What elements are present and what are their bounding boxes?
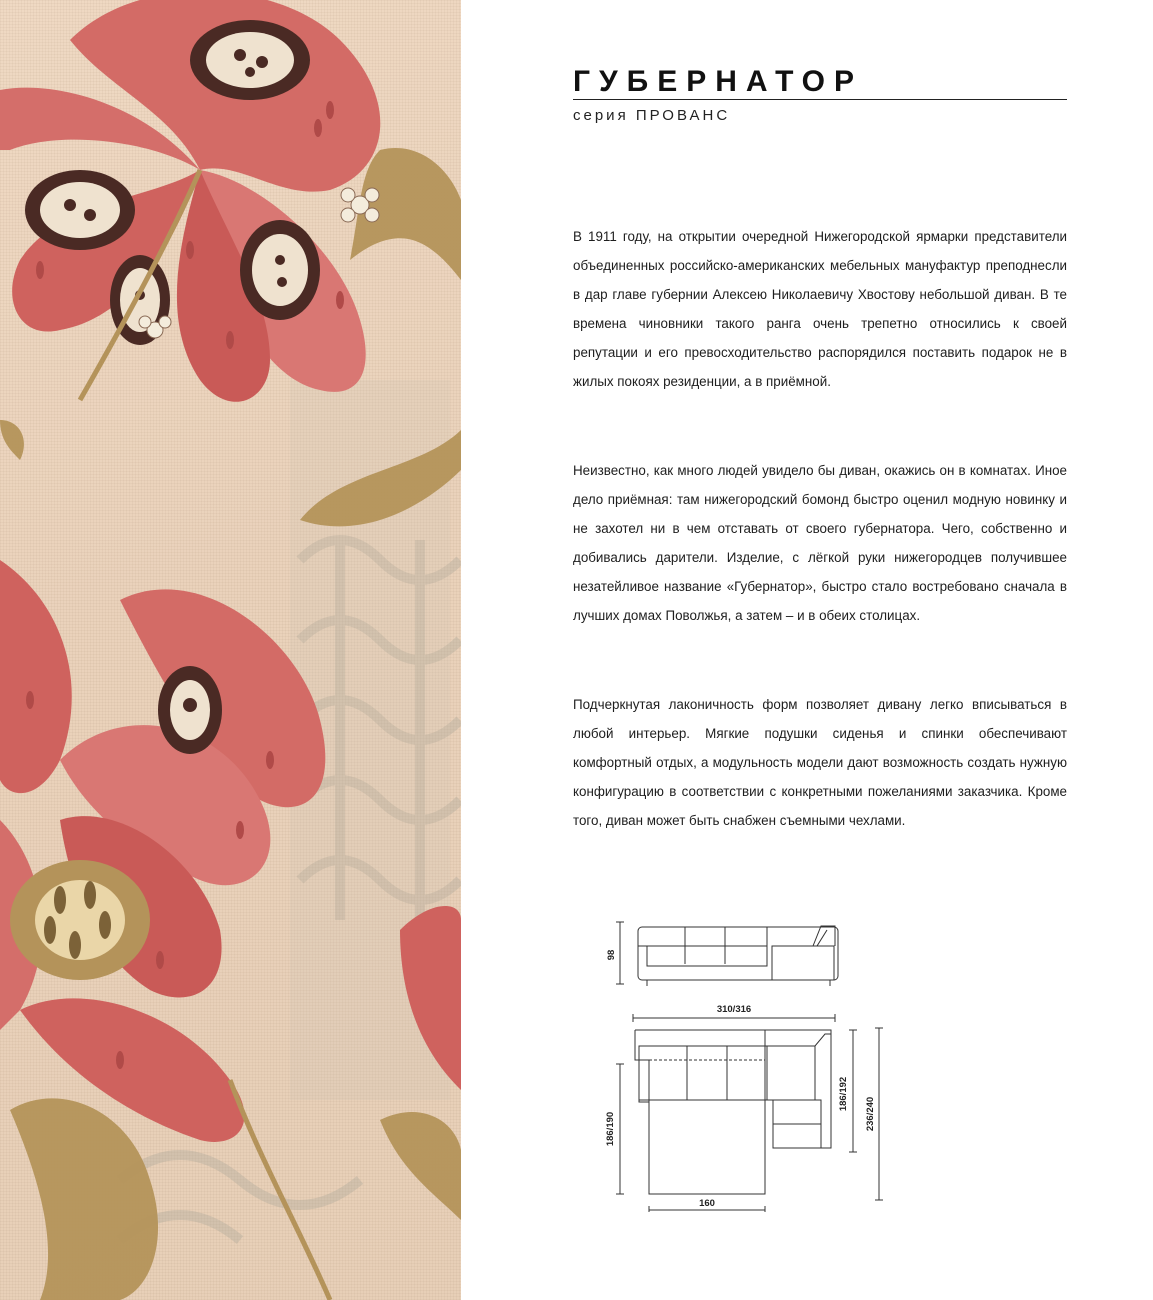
left-depth-label: 186/190 [605,1111,616,1147]
page-title: ГУБЕРНАТОР [573,65,864,98]
berth-width-label: 160 [699,1198,715,1209]
top-flower [0,0,380,402]
sofa-plan-view [616,1014,883,1212]
popularity-paragraph: Неизвестно, как много людей увидело бы диван, окажись он в комнатах. Иное дело приёмная: там нижегородский бомонд быстро оценил модную новинку и не захотел ни в чем отставать от своего губернатора. Чего, собственно и добивались дарители. Изделие, с лёгкой руки нижегородцев получившее незатейливое название «Губернатор», быстро стало востребовано сначала в лучших домах Поволжья, а затем – и в обеих столицах. [573,463,1067,623]
floral-pattern [0,0,461,1300]
series-subtitle: серия ПРОВАНС [573,107,731,124]
height-label: 98 [606,949,617,961]
fabric-pattern-image [0,0,461,1300]
sofa-dimension-diagram [595,912,905,1212]
total-depth-label: 236/240 [865,1096,876,1132]
right-depth-label: 186/192 [838,1076,849,1112]
history-paragraph: В 1911 году, на открытии очередной Нижегородской ярмарки представители объединенных российско-американских мебельных мануфактур преподнесли в дар главе губернии Алексею Николаевичу Хвостову небольшой диван. В те времена чиновники такого ранга очень трепетно относились к своей репутации и его превосходительство распорядился поставить подарок не в жилых покоях резиденции, а в приёмной. [573,229,1067,389]
sofa-front-view [616,922,838,986]
features-paragraph: Подчеркнутая лаконичность форм позволяет дивану легко вписываться в любой интерьер. Мягкие подушки сиденья и спинки обеспечивают комфортный отдых, а модульность модели дают возможность создать нужную конфигурацию в соответствии с конкретными пожеланиями заказчика. Кроме того, диван может быть снабжен съемными чехлами. [573,697,1067,828]
title-divider [573,99,1067,100]
total-width-label: 310/316 [716,1004,752,1015]
